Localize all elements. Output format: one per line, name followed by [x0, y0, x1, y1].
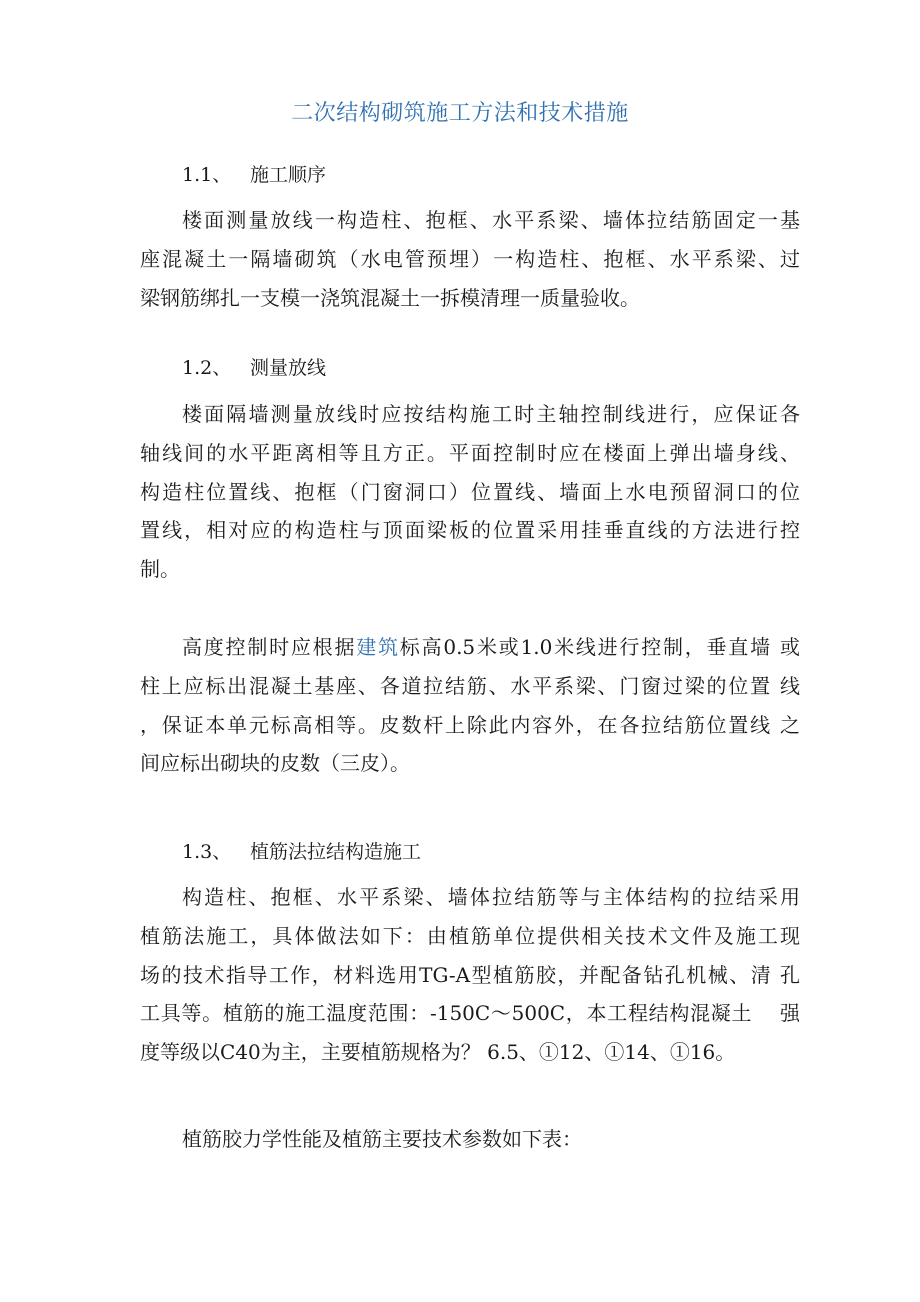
document-title: 二次结构砌筑施工方法和技术措施 — [291, 101, 629, 126]
section-title: 植筋法拉结构造施工 — [250, 841, 422, 863]
paragraph-rebar-planting — [140, 878, 800, 1072]
text-line: 置线，相对应的构造柱与顶面梁板的位置采用挂垂直线的方法进行控 — [140, 518, 800, 543]
text-line: 梁钢筋绑扎一支模一浇筑混凝土一拆模清理一质量验收。 — [140, 285, 640, 310]
text-line: 轴线间的水平距离相等且方正。平面控制时应在楼面上弹出墙身线、 — [140, 440, 800, 465]
section-heading-1-3 — [182, 837, 421, 864]
text-line: 度等级以C40为主，主要植筋规格为？ 6.5、①12、①14、①16。 — [140, 1040, 736, 1065]
section-title: 施工顺序 — [250, 164, 327, 186]
text-line: 植筋胶力学性能及植筋主要技术参数如下表： — [182, 1127, 582, 1151]
building-link[interactable]: 建筑 — [356, 635, 400, 659]
section-heading-1-1 — [182, 160, 326, 187]
text-line: ，保证本单元标高相等。皮数杆上除此内容外，在各拉结筋位置线 之 — [140, 712, 800, 737]
section-title: 测量放线 — [250, 357, 327, 379]
text-segment: 高度控制时应根据 — [182, 635, 357, 659]
text-line: 植筋法施工，具体做法如下：由植筋单位提供相关技术文件及施工现 — [140, 923, 800, 948]
text-line: 构造柱位置线、抱框（门窗洞口）位置线、墙面上水电预留洞口的位 — [140, 479, 800, 504]
text-line: 场的技术指导工作，材料选用TG-A型植筋胶，并配备钻孔机械、清 孔 — [140, 962, 800, 987]
text-line: 构造柱、抱框、水平系梁、墙体拉结筋等与主体结构的拉结采用 — [182, 885, 800, 909]
paragraph-table-intro — [140, 1120, 800, 1159]
text-line — [140, 628, 800, 667]
text-line: 座混凝土一隔墙砌筑（水电管预埋）一构造柱、抱框、水平系梁、过 — [140, 246, 800, 271]
section-heading-1-2 — [182, 353, 326, 380]
section-number: 1.3、 — [182, 841, 232, 863]
paragraph-construction-sequence — [140, 201, 800, 317]
paragraph-survey-layout — [140, 395, 800, 589]
text-line: 制。 — [140, 557, 180, 582]
text-line: 间应标出砌块的皮数（三皮）。 — [140, 751, 410, 776]
text-line: 楼面隔墙测量放线时应按结构施工时主轴控制线进行，应保证各 — [182, 402, 800, 426]
text-line: 柱上应标出混凝土基座、各道拉结筋、水平系梁、门窗过梁的位置 线 — [140, 673, 800, 698]
text-segment: 标高0.5米或1.0米线进行控制，垂直墙 或 — [399, 635, 800, 659]
paragraph-height-control — [140, 628, 800, 783]
text-line: 工具等。植筋的施工温度范围：-150C～500C，本工程结构混凝土 强 — [140, 1001, 800, 1026]
section-number: 1.1、 — [182, 164, 232, 186]
section-number: 1.2、 — [182, 357, 232, 379]
text-line: 楼面测量放线一构造柱、抱框、水平系梁、墙体拉结筋固定一基 — [182, 208, 800, 232]
